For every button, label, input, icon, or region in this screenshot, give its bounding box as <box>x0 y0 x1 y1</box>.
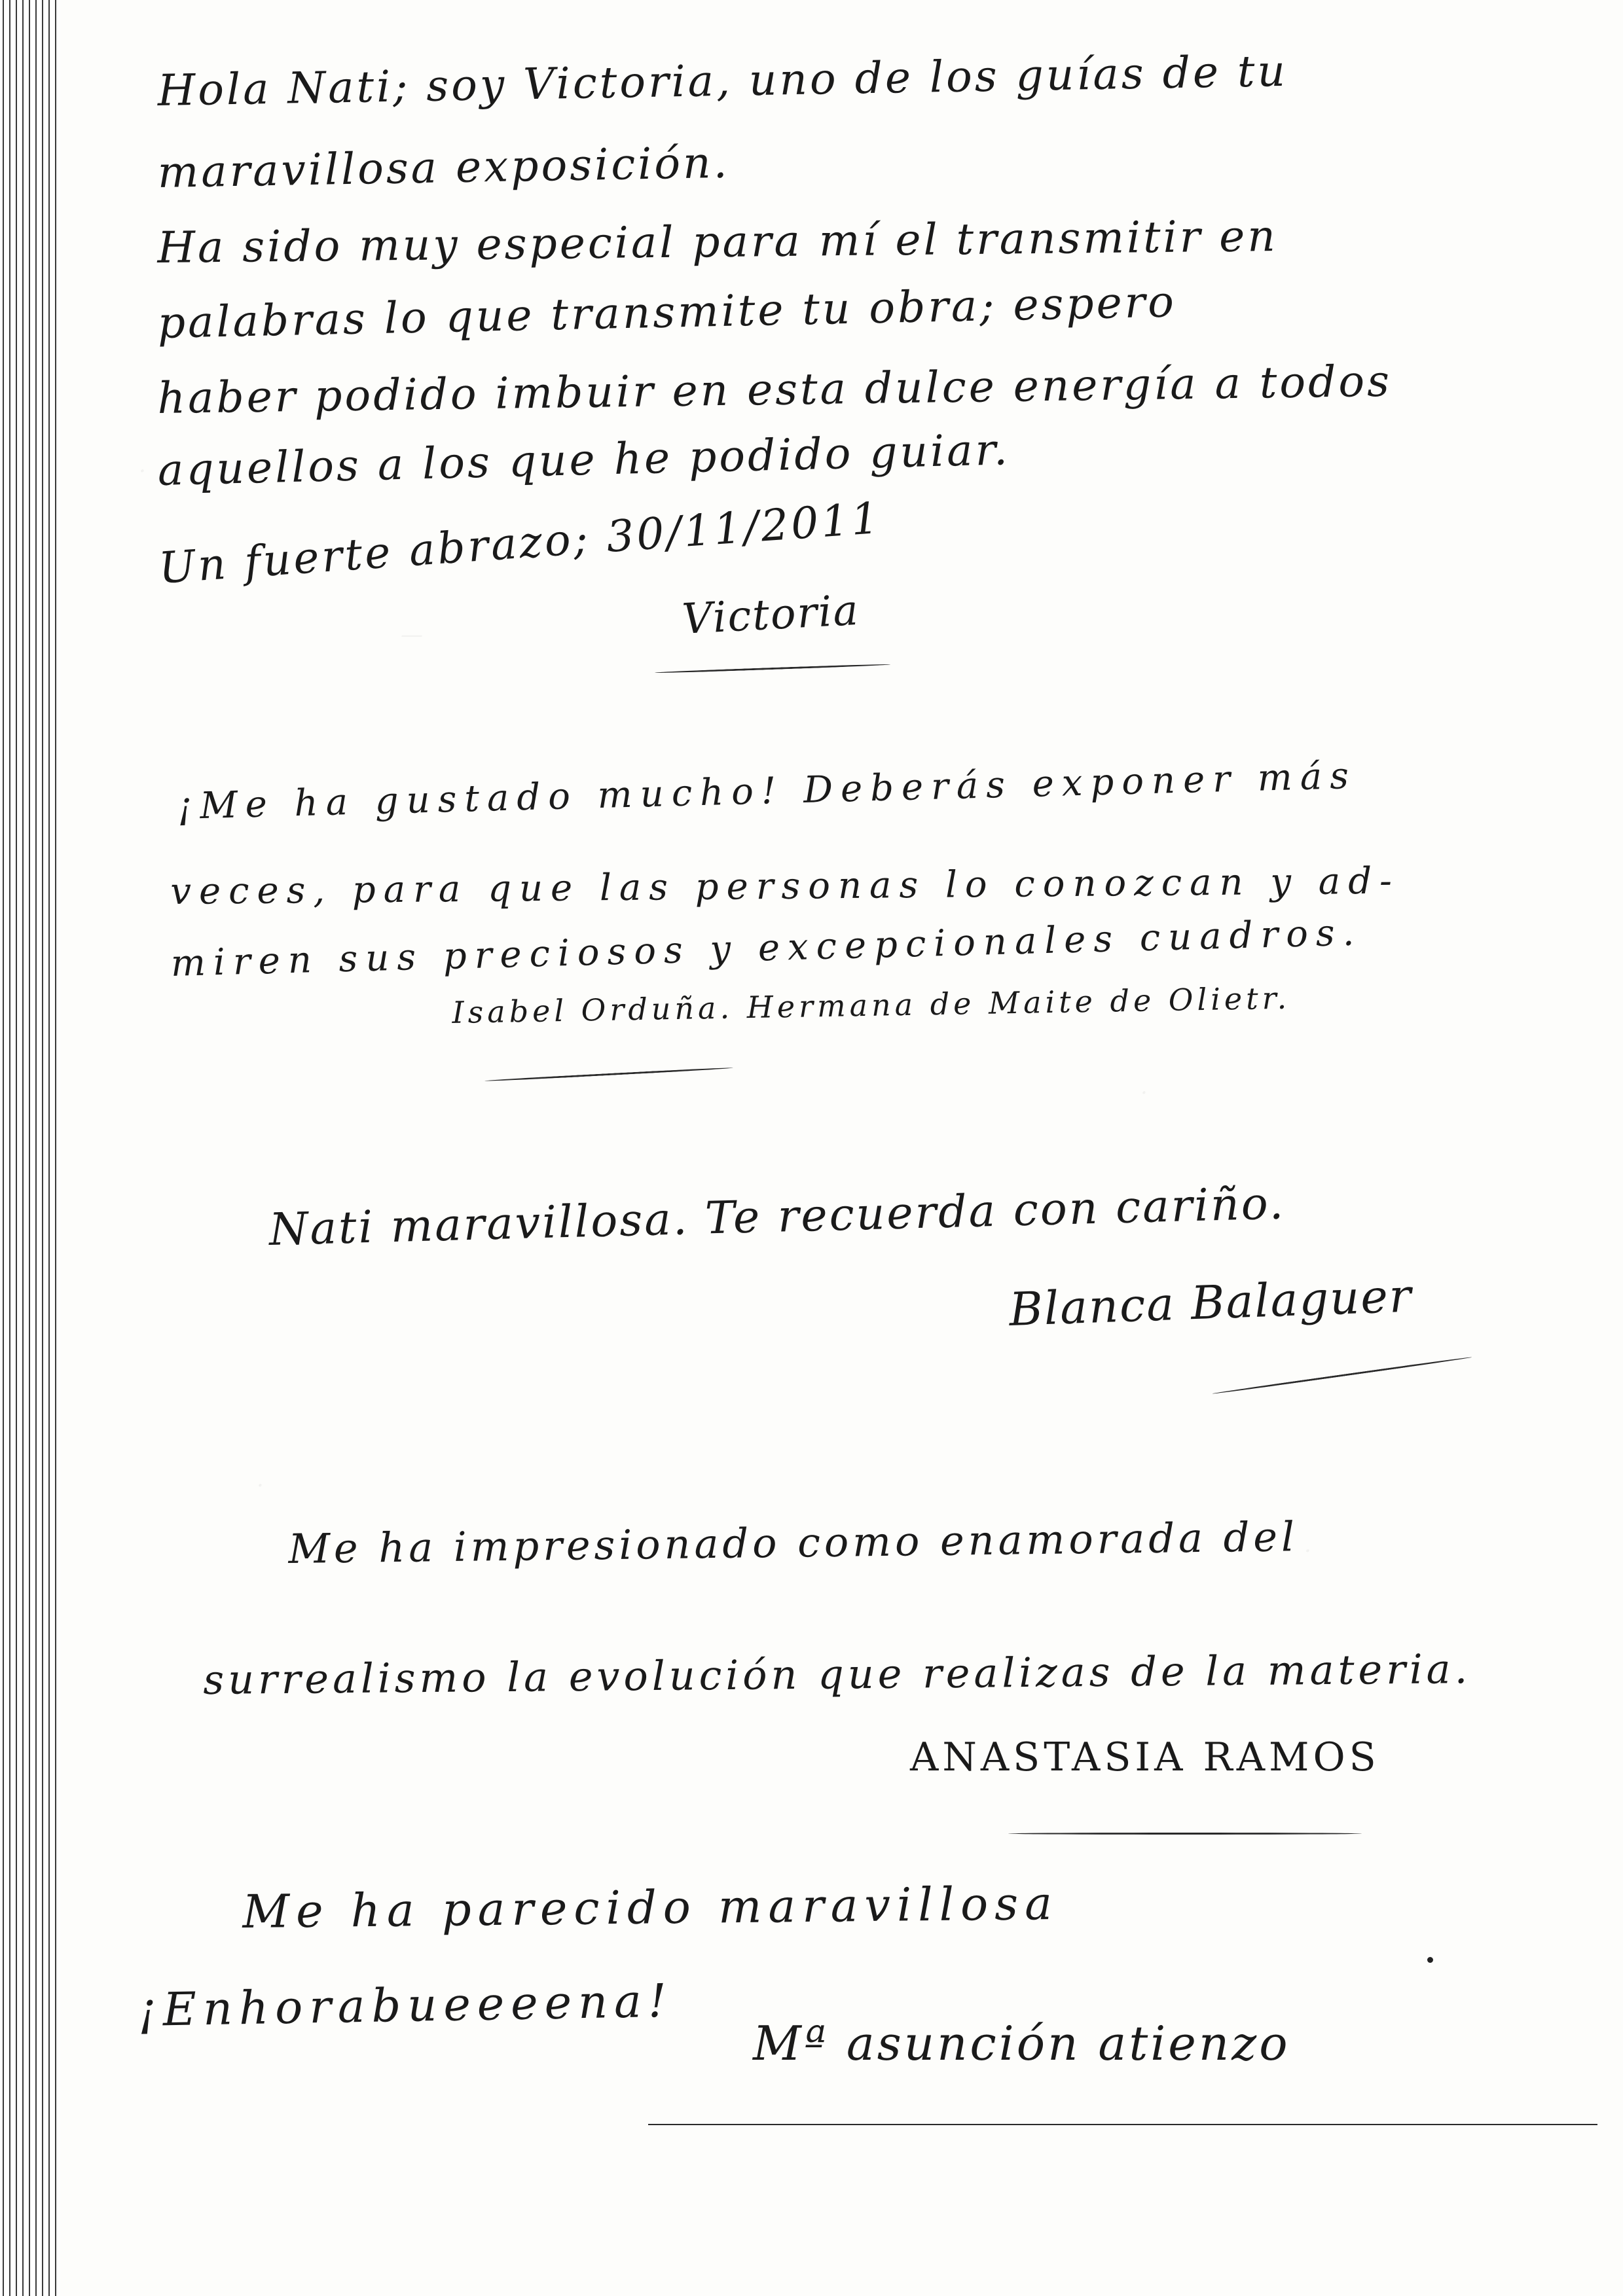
entry-1-line-6: aquellos a los que he podido guiar. <box>157 424 1011 495</box>
entry-1-line-5: haber podido imbuir en esta dulce energía a todos <box>157 355 1393 423</box>
entry-2-line-2: veces, para que las personas lo conozcan y ad- <box>170 859 1400 913</box>
entry-1-line-7: Un fuerte abrazo; 30/11/2011 <box>157 492 883 594</box>
entry-5-line-1: Me ha parecido maravillosa <box>242 1876 1059 1939</box>
entry-2-signature: Isabel Orduña. Hermana de Maite de Olietr. <box>452 980 1291 1030</box>
entry-4-signature: ANASTASIA RAMOS <box>910 1734 1380 1780</box>
entry-4-line-1: Me ha impresionado como enamorada del <box>288 1513 1299 1573</box>
entry-5-flourish <box>648 2124 1597 2125</box>
entry-5-signature: Mª asunción atienzo <box>753 2016 1290 2071</box>
entry-3-line-1: Nati maravillosa. Te recuerda con cariño. <box>268 1177 1286 1256</box>
entry-1-line-1: Hola Nati; soy Victoria, uno de los guías de tu <box>157 45 1288 116</box>
entry-5-line-2: ¡Enhorabueeeena! <box>137 1973 674 2037</box>
entry-3-signature: Blanca Balaguer <box>1008 1268 1413 1336</box>
ink-dot <box>1427 1957 1433 1963</box>
entry-1-line-2: maravillosa exposición. <box>157 137 731 198</box>
entry-2-line-3: miren sus preciosos y excepcionales cuadros. <box>170 911 1363 985</box>
entry-1-signature: Victoria <box>681 586 861 644</box>
page-edges <box>0 0 62 2296</box>
entry-4-line-2: surrealismo la evolución que realizas de la materia. <box>203 1645 1472 1704</box>
entry-4-flourish <box>1008 1833 1362 1835</box>
entry-1-line-4: palabras lo que transmite tu obra; espero <box>157 276 1177 348</box>
entry-1-line-3: Ha sido muy especial para mí el transmitir en <box>157 211 1279 273</box>
entry-2-line-1: ¡Me ha gustado mucho! Deberás exponer más <box>177 754 1357 828</box>
